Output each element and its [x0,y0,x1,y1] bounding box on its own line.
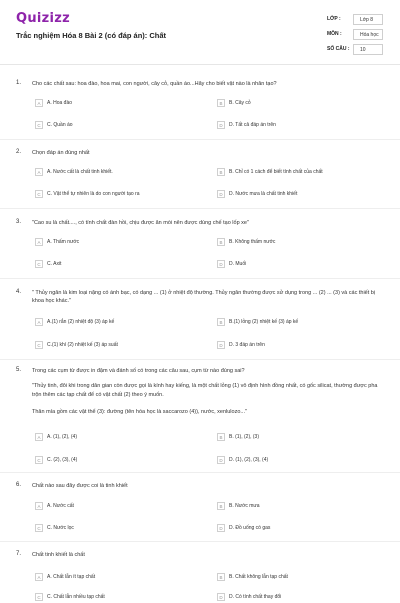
option-letter: D [217,190,225,198]
option-b[interactable] [214,316,368,328]
option-letter: D [217,593,225,601]
option-text: C.(1) khí (2) nhiệt kế (3) áp suất [47,341,118,348]
option-text: B. Nước mưa [229,502,260,509]
option-letter: A [35,433,43,441]
question-number: 7. [16,551,22,557]
question-text: Trong các cụm từ được in đậm và đánh số có trong các câu sau, cụm từ nào đúng sai? [32,368,245,374]
question-number: 5. [16,367,22,373]
option-letter: C [35,190,43,198]
option-a[interactable] [32,97,186,109]
logo: Quizizz [16,11,71,26]
option-d[interactable] [214,339,368,351]
option-letter: C [35,593,43,601]
question-passage: Thân mía gồm các vật thể (3): đường (tên hóa học là saccarozo (4)), nước, xenlulozo..." [32,409,247,415]
option-a[interactable] [32,236,186,248]
option-text: A. Nước cất [47,502,74,509]
question-text: Cho các chất sau: hoa đào, hoa mai, con người, cây cỏ, quần áo...Hãy cho biết vật nào là nhân tạo? [32,81,277,87]
option-a[interactable] [32,316,186,328]
option-letter: D [217,456,225,464]
option-text: C. Vật thể tự nhiên là do con người tạo ra [47,190,140,197]
meta-class-row [320,14,390,29]
option-letter: B [217,168,225,176]
question-passage: "Thủy tinh, đôi khi trong dân gian còn được gọi là kính hay kiếng, là một chất lỏng (1) vô định hình đồng nhất, có gốc silicat, thường được pha trộn thêm các tạp chất để có vật chất (2) theo ý muốn. [32,383,378,398]
option-text: B.(1) lỏng (2) nhiệt kế (3) áp kế [229,318,299,325]
meta-label: SỐ CÂU : [327,46,350,52]
header-divider [0,64,400,65]
option-letter: D [217,341,225,349]
option-letter: C [35,456,43,464]
question-number: 3. [16,219,22,225]
option-c[interactable] [32,119,186,131]
meta-subject-row [320,29,390,44]
option-letter: B [217,573,225,581]
option-a[interactable] [32,166,186,178]
option-letter: B [217,99,225,107]
option-b[interactable] [214,236,368,248]
option-letter: A [35,238,43,246]
option-text: C. Chất lẫn nhiều tạp chất [47,593,105,600]
question-divider [0,472,400,473]
option-text: B. Không thấm nước [229,238,276,245]
meta-value: Hóa học [353,29,383,40]
page-title: Trắc nghiệm Hóa 8 Bài 2 (có đáp án): Chất [16,31,167,40]
option-text: A. Nước cất là chất tinh khiết. [47,168,113,175]
option-a[interactable] [32,431,186,443]
option-text: D. Tất cả đáp án trên [229,121,276,128]
option-letter: A [35,318,43,326]
option-d[interactable] [214,119,368,131]
option-text: B. (1), (2), (3) [229,433,260,440]
question-number: 2. [16,149,22,155]
option-text: B. Chỉ có 1 cách để biết tính chất của chất [229,168,323,175]
meta-count-row [320,44,390,59]
option-text: B. Cây cỏ [229,99,251,106]
option-a[interactable] [32,571,186,583]
option-text: A. Chất lẫn ít tạp chất [47,573,96,580]
meta-value: Lớp 8 [353,14,383,25]
option-c[interactable] [32,188,186,200]
option-c[interactable] [32,454,186,466]
option-text: C. (2), (3), (4) [47,456,78,463]
option-d[interactable] [214,522,368,534]
meta-label: MÔN : [327,31,342,37]
option-b[interactable] [214,166,368,178]
option-letter: B [217,502,225,510]
option-text: A. (1), (2), (4) [47,433,78,440]
option-text: C. Quần áo [47,121,73,128]
option-letter: A [35,502,43,510]
option-b[interactable] [214,500,368,512]
meta-box [320,14,390,59]
question-divider [0,278,400,279]
option-letter: D [217,121,225,129]
question-number: 6. [16,482,22,488]
question-text: "Cao su là chất...., có tính chất đàn hồi, chịu được ăn mòi nên được dùng chế tạo lốp xe" [32,220,249,226]
option-text: B. Chất không lẫn tạp chất [229,573,288,580]
option-d[interactable] [214,454,368,466]
option-letter: C [35,524,43,532]
question-divider [0,139,400,140]
option-letter: C [35,341,43,349]
option-letter: B [217,238,225,246]
option-letter: B [217,433,225,441]
question-divider [0,541,400,542]
option-letter: C [35,260,43,268]
option-b[interactable] [214,571,368,583]
option-text: C. Axit [47,260,62,267]
option-text: A. Thấm nước [47,238,80,245]
option-c[interactable] [32,258,186,270]
option-letter: D [217,260,225,268]
option-text: D. 3 đáp án trên [229,341,265,348]
option-letter: A [35,99,43,107]
option-d[interactable] [214,188,368,200]
option-text: D. Đồ uống có gas [229,524,271,531]
question-number: 1. [16,80,22,86]
option-c[interactable] [32,339,186,351]
question-divider [0,208,400,209]
option-text: D. Có tính chất thay đổi [229,593,282,600]
option-text: A.(1) rắn (2) nhiệt độ (3) áp kế [47,318,115,325]
question-text: " Thủy ngân là kim loại nặng có ánh bạc, có dạng ... (1) ở nhiệt độ thường. Thủy ngân thường được sử dụng trong ... (2) ... (3) và các thiết bị khoa học khác." [32,290,376,304]
option-a[interactable] [32,500,186,512]
option-c[interactable] [32,591,186,603]
option-letter: B [217,318,225,326]
option-b[interactable] [214,431,368,443]
question-number: 4. [16,289,22,295]
option-text: A. Hoa đào [47,99,73,106]
option-letter: C [35,121,43,129]
option-c[interactable] [32,522,186,534]
option-text: C. Nước lọc [47,524,74,531]
option-d[interactable] [214,591,368,603]
question-text: Chất nào sau đây được coi là tinh khiết [32,483,128,489]
option-text: D. (1), (2), (3), (4) [229,456,269,463]
question-text: Chất tinh khiết là chất [32,552,85,558]
option-letter: D [217,524,225,532]
option-b[interactable] [214,97,368,109]
question-text: Chọn đáp án đúng nhất [32,150,90,156]
meta-value: 10 [353,44,383,55]
option-letter: A [35,168,43,176]
option-text: D. Nước mưa là chất tinh khiết [229,190,298,197]
question-divider [0,359,400,360]
option-text: D. Muối [229,260,247,267]
option-d[interactable] [214,258,368,270]
option-letter: A [35,573,43,581]
meta-label: LỚP : [327,16,341,22]
